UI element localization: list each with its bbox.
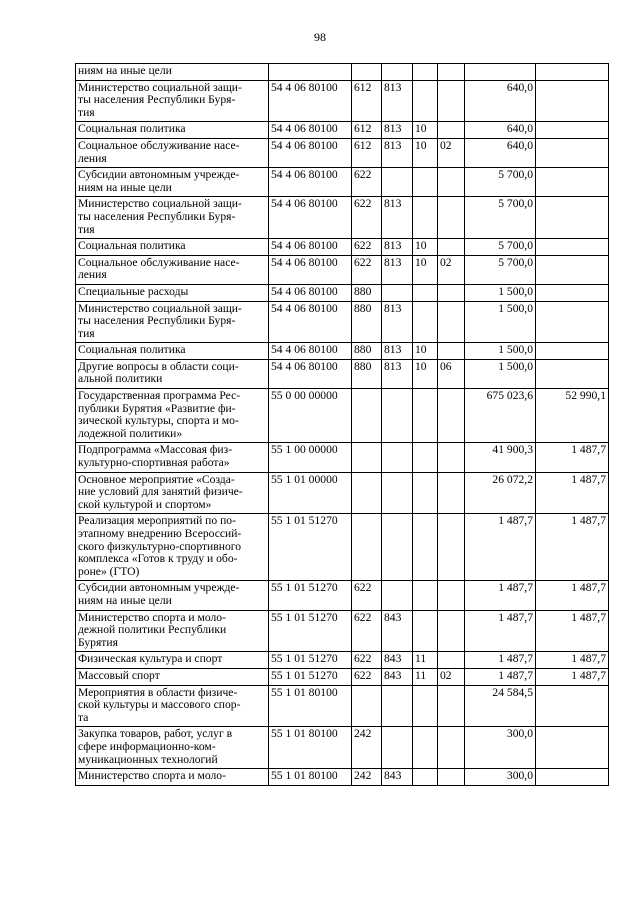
subsection-cell bbox=[438, 301, 465, 343]
ministry-code-cell bbox=[382, 514, 413, 581]
item-name-cell: Закупка товаров, работ, услуг в сфере информационно-ком- муникационных технологий bbox=[76, 727, 269, 769]
table-row bbox=[76, 581, 609, 610]
ministry-code-cell: 843 bbox=[382, 652, 413, 669]
target-code-cell: 55 0 00 00000 bbox=[269, 389, 352, 443]
table-row bbox=[76, 80, 609, 122]
target-code-cell: 54 4 06 80100 bbox=[269, 343, 352, 360]
federal-amount-cell bbox=[536, 343, 609, 360]
expense-type-cell: 612 bbox=[352, 138, 382, 167]
item-name-cell: Министерство спорта и моло- дежной политики Республики Бурятия bbox=[76, 610, 269, 652]
total-amount-cell: 300,0 bbox=[465, 769, 536, 786]
item-name-cell: Министерство социальной защи- ты населения Республики Буря- тия bbox=[76, 80, 269, 122]
subsection-cell: 06 bbox=[438, 359, 465, 388]
total-amount-cell: 1 487,7 bbox=[465, 514, 536, 581]
target-code-cell: 55 1 01 51270 bbox=[269, 610, 352, 652]
table-row bbox=[76, 443, 609, 472]
total-amount-cell: 24 584,5 bbox=[465, 685, 536, 727]
federal-amount-cell bbox=[536, 284, 609, 301]
total-amount-cell: 41 900,3 bbox=[465, 443, 536, 472]
section-cell bbox=[413, 443, 438, 472]
subsection-cell bbox=[438, 239, 465, 256]
total-amount-cell: 1 500,0 bbox=[465, 301, 536, 343]
table-row bbox=[76, 769, 609, 786]
ministry-code-cell bbox=[382, 284, 413, 301]
table-row bbox=[76, 668, 609, 685]
total-amount-cell: 1 487,7 bbox=[465, 668, 536, 685]
federal-amount-cell bbox=[536, 197, 609, 239]
federal-amount-cell: 1 487,7 bbox=[536, 610, 609, 652]
expense-type-cell: 242 bbox=[352, 727, 382, 769]
target-code-cell: 54 4 06 80100 bbox=[269, 168, 352, 197]
budget-table-body bbox=[76, 64, 609, 786]
section-cell bbox=[413, 514, 438, 581]
subsection-cell: 02 bbox=[438, 138, 465, 167]
ministry-code-cell: 843 bbox=[382, 769, 413, 786]
subsection-cell bbox=[438, 389, 465, 443]
table-row bbox=[76, 685, 609, 727]
table-row bbox=[76, 239, 609, 256]
federal-amount-cell: 1 487,7 bbox=[536, 581, 609, 610]
target-code-cell: 55 1 01 51270 bbox=[269, 514, 352, 581]
federal-amount-cell: 1 487,7 bbox=[536, 514, 609, 581]
target-code-cell bbox=[269, 64, 352, 81]
federal-amount-cell: 1 487,7 bbox=[536, 443, 609, 472]
subsection-cell: 02 bbox=[438, 668, 465, 685]
ministry-code-cell: 813 bbox=[382, 197, 413, 239]
target-code-cell: 54 4 06 80100 bbox=[269, 80, 352, 122]
item-name-cell: ниям на иные цели bbox=[76, 64, 269, 81]
ministry-code-cell bbox=[382, 389, 413, 443]
total-amount-cell: 1 487,7 bbox=[465, 652, 536, 669]
target-code-cell: 55 1 01 80100 bbox=[269, 685, 352, 727]
item-name-cell: Специальные расходы bbox=[76, 284, 269, 301]
federal-amount-cell bbox=[536, 359, 609, 388]
item-name-cell: Министерство социальной защи- ты населения Республики Буря- тия bbox=[76, 197, 269, 239]
section-cell bbox=[413, 284, 438, 301]
federal-amount-cell: 1 487,7 bbox=[536, 472, 609, 514]
target-code-cell: 55 1 01 51270 bbox=[269, 668, 352, 685]
subsection-cell bbox=[438, 343, 465, 360]
federal-amount-cell bbox=[536, 255, 609, 284]
item-name-cell: Субсидии автономным учрежде- ниям на иные цели bbox=[76, 168, 269, 197]
section-cell bbox=[413, 727, 438, 769]
item-name-cell: Министерство спорта и моло- bbox=[76, 769, 269, 786]
total-amount-cell: 1 487,7 bbox=[465, 581, 536, 610]
expense-type-cell: 622 bbox=[352, 197, 382, 239]
total-amount-cell: 300,0 bbox=[465, 727, 536, 769]
total-amount-cell: 640,0 bbox=[465, 80, 536, 122]
total-amount-cell: 1 487,7 bbox=[465, 610, 536, 652]
item-name-cell: Министерство социальной защи- ты населения Республики Буря- тия bbox=[76, 301, 269, 343]
section-cell bbox=[413, 301, 438, 343]
expense-type-cell: 622 bbox=[352, 581, 382, 610]
subsection-cell bbox=[438, 652, 465, 669]
subsection-cell bbox=[438, 610, 465, 652]
expense-type-cell bbox=[352, 389, 382, 443]
section-cell bbox=[413, 389, 438, 443]
expense-type-cell bbox=[352, 443, 382, 472]
expense-type-cell bbox=[352, 685, 382, 727]
federal-amount-cell bbox=[536, 122, 609, 139]
section-cell bbox=[413, 472, 438, 514]
table-row bbox=[76, 64, 609, 81]
ministry-code-cell: 813 bbox=[382, 239, 413, 256]
ministry-code-cell: 843 bbox=[382, 668, 413, 685]
table-row bbox=[76, 122, 609, 139]
expense-type-cell bbox=[352, 472, 382, 514]
target-code-cell: 54 4 06 80100 bbox=[269, 138, 352, 167]
federal-amount-cell bbox=[536, 239, 609, 256]
total-amount-cell: 675 023,6 bbox=[465, 389, 536, 443]
federal-amount-cell bbox=[536, 685, 609, 727]
table-row bbox=[76, 727, 609, 769]
ministry-code-cell: 843 bbox=[382, 610, 413, 652]
subsection-cell: 02 bbox=[438, 255, 465, 284]
expense-type-cell: 622 bbox=[352, 168, 382, 197]
total-amount-cell: 640,0 bbox=[465, 138, 536, 167]
section-cell bbox=[413, 168, 438, 197]
total-amount-cell: 1 500,0 bbox=[465, 359, 536, 388]
expense-type-cell: 622 bbox=[352, 255, 382, 284]
section-cell: 11 bbox=[413, 668, 438, 685]
target-code-cell: 55 1 01 80100 bbox=[269, 769, 352, 786]
item-name-cell: Социальное обслуживание насе- ления bbox=[76, 138, 269, 167]
section-cell: 10 bbox=[413, 122, 438, 139]
subsection-cell bbox=[438, 514, 465, 581]
ministry-code-cell: 813 bbox=[382, 80, 413, 122]
total-amount-cell: 1 500,0 bbox=[465, 343, 536, 360]
item-name-cell: Мероприятия в области физиче- ской культуры и массового спор- та bbox=[76, 685, 269, 727]
target-code-cell: 55 1 01 51270 bbox=[269, 581, 352, 610]
section-cell: 10 bbox=[413, 343, 438, 360]
federal-amount-cell bbox=[536, 138, 609, 167]
total-amount-cell: 5 700,0 bbox=[465, 239, 536, 256]
ministry-code-cell bbox=[382, 64, 413, 81]
table-row bbox=[76, 389, 609, 443]
table-row bbox=[76, 514, 609, 581]
target-code-cell: 54 4 06 80100 bbox=[269, 301, 352, 343]
expense-type-cell: 880 bbox=[352, 359, 382, 388]
subsection-cell bbox=[438, 443, 465, 472]
page-number: 98 bbox=[314, 30, 326, 44]
ministry-code-cell bbox=[382, 168, 413, 197]
total-amount-cell: 5 700,0 bbox=[465, 255, 536, 284]
item-name-cell: Социальная политика bbox=[76, 122, 269, 139]
total-amount-cell: 5 700,0 bbox=[465, 168, 536, 197]
ministry-code-cell: 813 bbox=[382, 122, 413, 139]
subsection-cell bbox=[438, 122, 465, 139]
target-code-cell: 55 1 01 51270 bbox=[269, 652, 352, 669]
total-amount-cell: 5 700,0 bbox=[465, 197, 536, 239]
ministry-code-cell: 813 bbox=[382, 359, 413, 388]
section-cell: 10 bbox=[413, 239, 438, 256]
section-cell bbox=[413, 610, 438, 652]
ministry-code-cell bbox=[382, 727, 413, 769]
subsection-cell bbox=[438, 64, 465, 81]
expense-type-cell bbox=[352, 514, 382, 581]
item-name-cell: Основное мероприятие «Созда- ние условий для занятий физиче- ской культурой и спортом» bbox=[76, 472, 269, 514]
ministry-code-cell bbox=[382, 472, 413, 514]
table-row bbox=[76, 652, 609, 669]
section-cell bbox=[413, 581, 438, 610]
ministry-code-cell bbox=[382, 443, 413, 472]
target-code-cell: 54 4 06 80100 bbox=[269, 359, 352, 388]
target-code-cell: 54 4 06 80100 bbox=[269, 197, 352, 239]
section-cell: 10 bbox=[413, 138, 438, 167]
target-code-cell: 54 4 06 80100 bbox=[269, 239, 352, 256]
subsection-cell bbox=[438, 685, 465, 727]
subsection-cell bbox=[438, 80, 465, 122]
item-name-cell: Реализация мероприятий по по- этапному внедрению Всероссий- ского физкультурно-спортивного комплекса «Готов к труду и обо- роне» (ГТО) bbox=[76, 514, 269, 581]
federal-amount-cell: 1 487,7 bbox=[536, 668, 609, 685]
table-row bbox=[76, 472, 609, 514]
target-code-cell: 55 1 00 00000 bbox=[269, 443, 352, 472]
section-cell bbox=[413, 64, 438, 81]
expense-type-cell: 622 bbox=[352, 239, 382, 256]
federal-amount-cell: 52 990,1 bbox=[536, 389, 609, 443]
item-name-cell: Физическая культура и спорт bbox=[76, 652, 269, 669]
table-row bbox=[76, 359, 609, 388]
subsection-cell bbox=[438, 727, 465, 769]
ministry-code-cell: 813 bbox=[382, 255, 413, 284]
section-cell bbox=[413, 197, 438, 239]
expense-type-cell: 880 bbox=[352, 301, 382, 343]
item-name-cell: Другие вопросы в области соци- альной политики bbox=[76, 359, 269, 388]
table-row bbox=[76, 284, 609, 301]
federal-amount-cell bbox=[536, 168, 609, 197]
total-amount-cell: 640,0 bbox=[465, 122, 536, 139]
section-cell: 10 bbox=[413, 255, 438, 284]
table-row bbox=[76, 138, 609, 167]
item-name-cell: Массовый спорт bbox=[76, 668, 269, 685]
section-cell bbox=[413, 685, 438, 727]
section-cell: 10 bbox=[413, 359, 438, 388]
item-name-cell: Государственная программа Рес- публики Бурятия «Развитие фи- зической культуры, спорта и мо- лодежной политики» bbox=[76, 389, 269, 443]
table-row bbox=[76, 301, 609, 343]
ministry-code-cell: 813 bbox=[382, 343, 413, 360]
subsection-cell bbox=[438, 284, 465, 301]
expense-type-cell: 622 bbox=[352, 668, 382, 685]
target-code-cell: 55 1 01 00000 bbox=[269, 472, 352, 514]
item-name-cell: Социальная политика bbox=[76, 343, 269, 360]
target-code-cell: 54 4 06 80100 bbox=[269, 255, 352, 284]
table-row bbox=[76, 343, 609, 360]
subsection-cell bbox=[438, 581, 465, 610]
federal-amount-cell: 1 487,7 bbox=[536, 652, 609, 669]
section-cell bbox=[413, 769, 438, 786]
total-amount-cell bbox=[465, 64, 536, 81]
federal-amount-cell bbox=[536, 727, 609, 769]
federal-amount-cell bbox=[536, 769, 609, 786]
ministry-code-cell: 813 bbox=[382, 138, 413, 167]
ministry-code-cell: 813 bbox=[382, 301, 413, 343]
expense-type-cell: 612 bbox=[352, 122, 382, 139]
table-row bbox=[76, 610, 609, 652]
section-cell: 11 bbox=[413, 652, 438, 669]
item-name-cell: Субсидии автономным учрежде- ниям на иные цели bbox=[76, 581, 269, 610]
item-name-cell: Подпрограмма «Массовая физ- культурно-спортивная работа» bbox=[76, 443, 269, 472]
federal-amount-cell bbox=[536, 80, 609, 122]
federal-amount-cell bbox=[536, 301, 609, 343]
expense-type-cell: 880 bbox=[352, 343, 382, 360]
ministry-code-cell bbox=[382, 685, 413, 727]
federal-amount-cell bbox=[536, 64, 609, 81]
target-code-cell: 54 4 06 80100 bbox=[269, 122, 352, 139]
item-name-cell: Социальная политика bbox=[76, 239, 269, 256]
total-amount-cell: 1 500,0 bbox=[465, 284, 536, 301]
budget-table bbox=[75, 63, 609, 786]
target-code-cell: 55 1 01 80100 bbox=[269, 727, 352, 769]
expense-type-cell: 612 bbox=[352, 80, 382, 122]
table-row bbox=[76, 255, 609, 284]
table-row bbox=[76, 168, 609, 197]
subsection-cell bbox=[438, 769, 465, 786]
table-row bbox=[76, 197, 609, 239]
total-amount-cell: 26 072,2 bbox=[465, 472, 536, 514]
subsection-cell bbox=[438, 472, 465, 514]
expense-type-cell: 622 bbox=[352, 652, 382, 669]
expense-type-cell bbox=[352, 64, 382, 81]
section-cell bbox=[413, 80, 438, 122]
target-code-cell: 54 4 06 80100 bbox=[269, 284, 352, 301]
expense-type-cell: 622 bbox=[352, 610, 382, 652]
subsection-cell bbox=[438, 197, 465, 239]
expense-type-cell: 242 bbox=[352, 769, 382, 786]
item-name-cell: Социальное обслуживание насе- ления bbox=[76, 255, 269, 284]
expense-type-cell: 880 bbox=[352, 284, 382, 301]
ministry-code-cell bbox=[382, 581, 413, 610]
subsection-cell bbox=[438, 168, 465, 197]
